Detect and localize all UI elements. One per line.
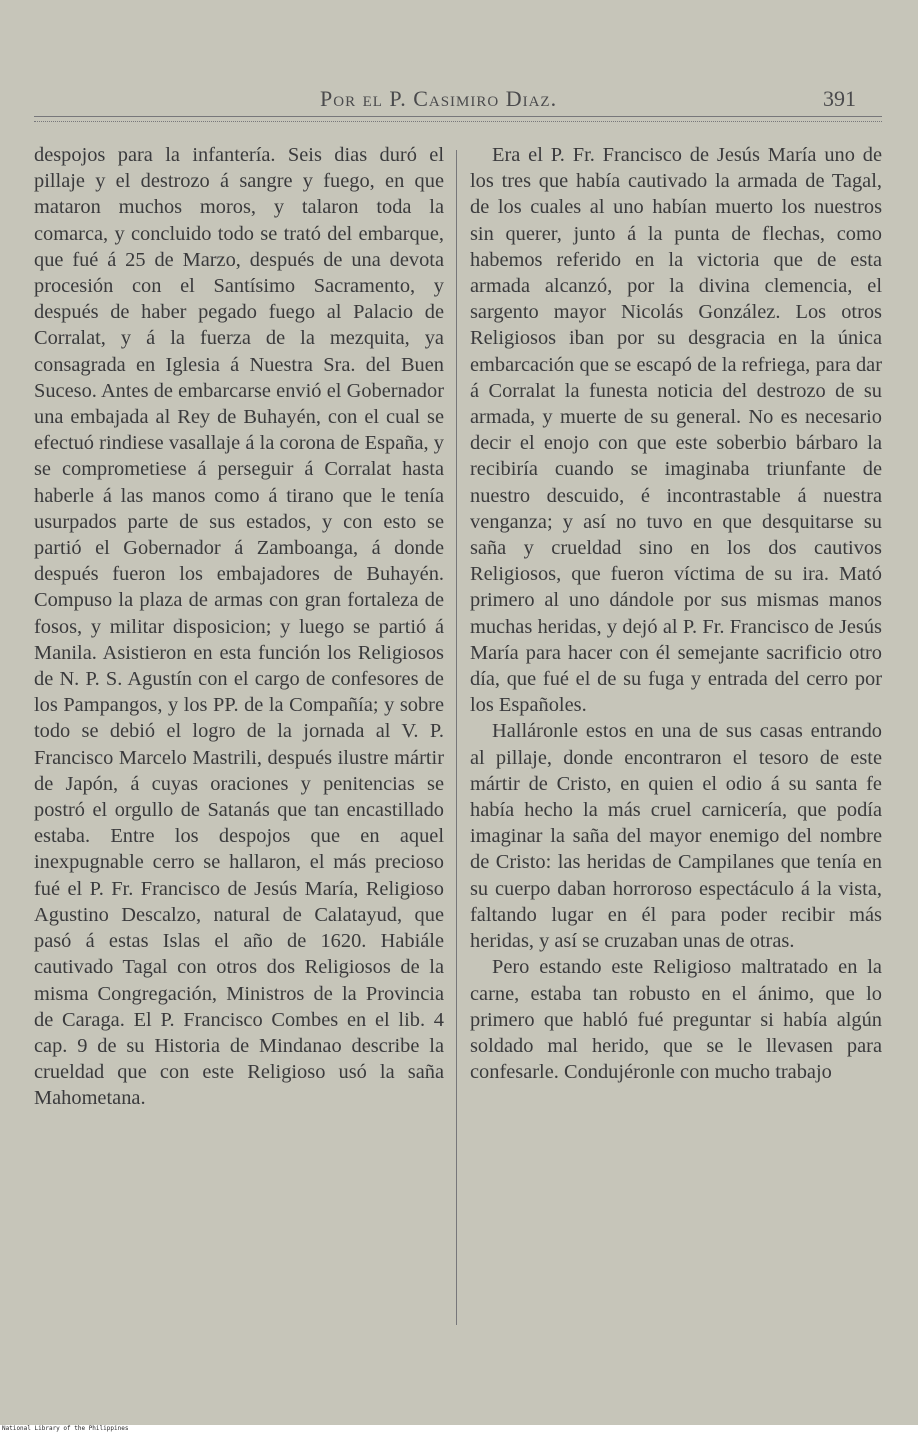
- page-header: [0, 86, 918, 118]
- right-paragraph-3: Pero estando este Religioso maltratado en la carne, estaba tan robusto en el ánimo, que lo primero que habló fué preguntar si había algún soldado mal herido, que se le llevasen para confesarle. Condujéronle con mucho trabajo: [470, 956, 882, 1084]
- footer-strip: [0, 1425, 918, 1433]
- library-credit: National Library of the Philippines: [2, 1425, 129, 1432]
- right-column: [470, 142, 882, 1085]
- left-column: [34, 142, 444, 1112]
- right-paragraph-1: Era el P. Fr. Francisco de Jesús María uno de los tres que había cautivado la armada de Tagal, de los cuales al uno habían muerto los nuestros sin querer, junto á la punta de flechas, como habemos referido en la victoria que de esta armada alcanzó, por la divina clemencia, el sargento mayor Nicolás González. Los otros Religiosos iban por su desgracia en la única embarcación que se escapó de la refriega, para dar á Corralat la funesta noticia del destrozo de su armada, y muerte de su general. No es necesario decir el enojo con que este soberbio bárbaro la recibiría cuando se imaginaba triunfante de nuestro descuido, é incontrastable á nuestra venganza; y así no tuvo en que desquitarse su saña y crueldad sino en los dos cautivos Religiosos, que fueron víctima de su ira. Mató primero al uno dándole por sus mismas manos muchas heridas, y dejó al P. Fr. Francisco de Jesús María para hacer con él semejante sacrificio otro día, que fué el de su fuga y entrada del cerro por los Españoles.: [470, 144, 882, 717]
- right-paragraph-2: Halláronle estos en una de sus casas entrando al pillaje, donde encontraron el tesoro de este mártir de Cristo, en quien el odio á su santa fe había hecho la más cruel carnicería, que podía imaginar la saña del mayor enemigo del nombre de Cristo: las heridas de Campilanes que tenía en su cuerpo daban horroroso espectáculo á la vista, faltando lugar en él para poder recibir más heridas, y así se cruzaban unas de otras.: [470, 720, 882, 953]
- page-number: 391: [823, 86, 856, 111]
- header-rule: [34, 116, 882, 122]
- left-paragraph-1: despojos para la infantería. Seis dias duró el pillaje y el destrozo á sangre y fuego, en que mataron muchos moros, y talaron toda la comarca, y concluido todo se trató del embarque, que fué á 25 de Marzo, después de una devota procesión con el Santísimo Sacramento, y después de haber pegado fuego al Palacio de Corralat, y á la fuerza de la mezquita, ya consagrada en Iglesia á Nuestra Sra. del Buen Suceso. Antes de embarcarse envió el Gobernador una embajada al Rey de Buhayén, con el cual se efectuó rindiese vasallaje á la corona de España, y se comprometiese á perseguir á Corralat hasta haberle á las manos como á tirano que le tenía usurpados parte de sus estados, y con esto se partió el Gobernador á Zamboanga, á donde después fueron los embajadores de Buhayén. Compuso la plaza de armas con gran fortaleza de fosos, y militar disposicion; y luego se partió á Manila. Asistieron en esta función los Religiosos de N. P. S. Agustín con el cargo de confesores de los Pampangos, y los PP. de la Compañía; y sobre todo se debió el logro de la jornada al V. P. Francisco Marcelo Mastrili, después ilustre mártir de Japón, á cuyas oraciones y penitencias se postró el orgullo de Satanás que tan encastillado estaba. Entre los despojos que en aquel inexpugnable cerro se hallaron, el más precioso fué el P. Fr. Francisco de Jesús María, Religioso Agustino Descalzo, natural de Calatayud, que pasó á estas Islas el año de 1620. Habiále cautivado Tagal con otros dos Religiosos de la misma Congregación, Ministros de la Provincia de Caraga. El P. Francisco Combes en el lib. 4 cap. 9 de su Historia de Mindanao describe la crueldad que con este Religioso usó la saña Mahometana.: [34, 144, 444, 1110]
- column-divider: [456, 150, 457, 1325]
- running-title: Por el P. Casimiro Diaz.: [320, 86, 558, 111]
